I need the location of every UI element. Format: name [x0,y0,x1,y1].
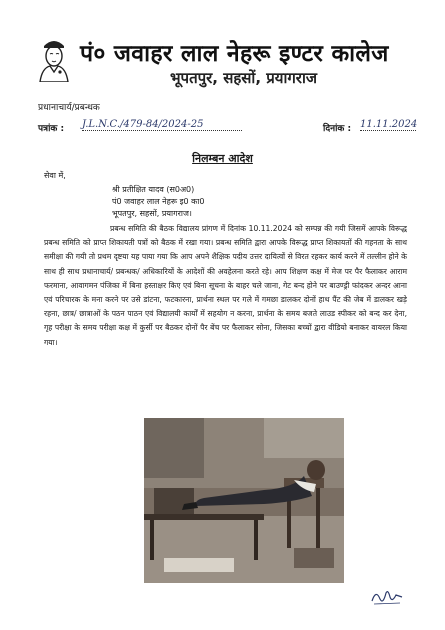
signature-icon [370,585,404,607]
body-paragraph: प्रबन्ध समिति की बैठक विद्यालय प्रांगण में दिनांक 10.11.2024 को सम्पन्न की गयी जिसमें आपके विरूद्ध प्रबन्ध समिति को प्राप्त शिकायती पत्रों को बैठक में रखा गया। प्रबन्ध समिति द्वारा आपके विरूद्ध प्राप्त शिकायतों की गहनता के साथ समीक्षा की गयी तो प्रथम दृष्टया यह पाया गया कि आप अपने शैक्षिक पदीय उत्तर दायित्वों से विरत रहकर कार्य करने में तल्लीन होने के साथ ही साथ प्रधानाचार्य/ प्रबन्धक/ अधिकारियों के आदेशों की अवहेलना करते रहे। आप शिक्षण कक्ष में मेज पर पैर फैलाकर आराम फरमाना, आवागमन पंजिका में बिना हस्ताक्षर किए एवं बिना सूचना के बाहर चले जाना, गेट बन्द होने पर बाउण्ड्री फांदकर अन्दर आना एवं परिचारक के मना करने पर उसे डांटना, फटकारना, प्रार्थना स्थल पर गले में गमछा डालकर दोनों हाथ पैंट की जेब में डालकर खड़े रहना, छात्र/ छात्राओं के पठन पाठन एवं विद्यालयी कार्यों में सहयोग न करना, प्रार्थना के समय बजते लाउड स्पीकर को बन्द कर देना, गृह परीक्षा के समय परीक्षा कक्ष में कुर्सी पर बैठकर दोनों पैर बेंच पर फैलाकर सोना, जिसका बच्चों द्वारा वीडियो बनाकर वायरल किया गया। [44,224,407,347]
reference-label: पत्रांक : [38,124,65,134]
reference-number: J.L.N.C./479-84/2024-25 [82,119,242,131]
founder-portrait-icon [34,34,74,82]
recipient-name: श्री प्रतीक्षित यादव (स0अ0) [112,185,195,194]
designation: प्रधानाचार्य/प्रबन्धक [38,103,100,113]
school-address: भूपतपुर, सहसों, प्रयागराज [170,69,317,87]
date-value: 11.11.2024 [360,119,418,130]
salutation: सेवा में, [44,171,66,180]
classroom-photo [144,418,344,583]
recipient-address: भूपतपुर, सहसों, प्रयागराज। [112,209,192,218]
date-label: दिनांक : [323,124,352,134]
recipient-institution: पं0 जवाहर लाल नेहरू इ0 का0 [112,197,205,206]
document-heading: निलम्बन आदेश [192,152,253,165]
school-name: पं० जवाहर लाल नेहरू इण्टर कालेज [80,41,389,67]
classroom-photo-icon [144,418,344,583]
